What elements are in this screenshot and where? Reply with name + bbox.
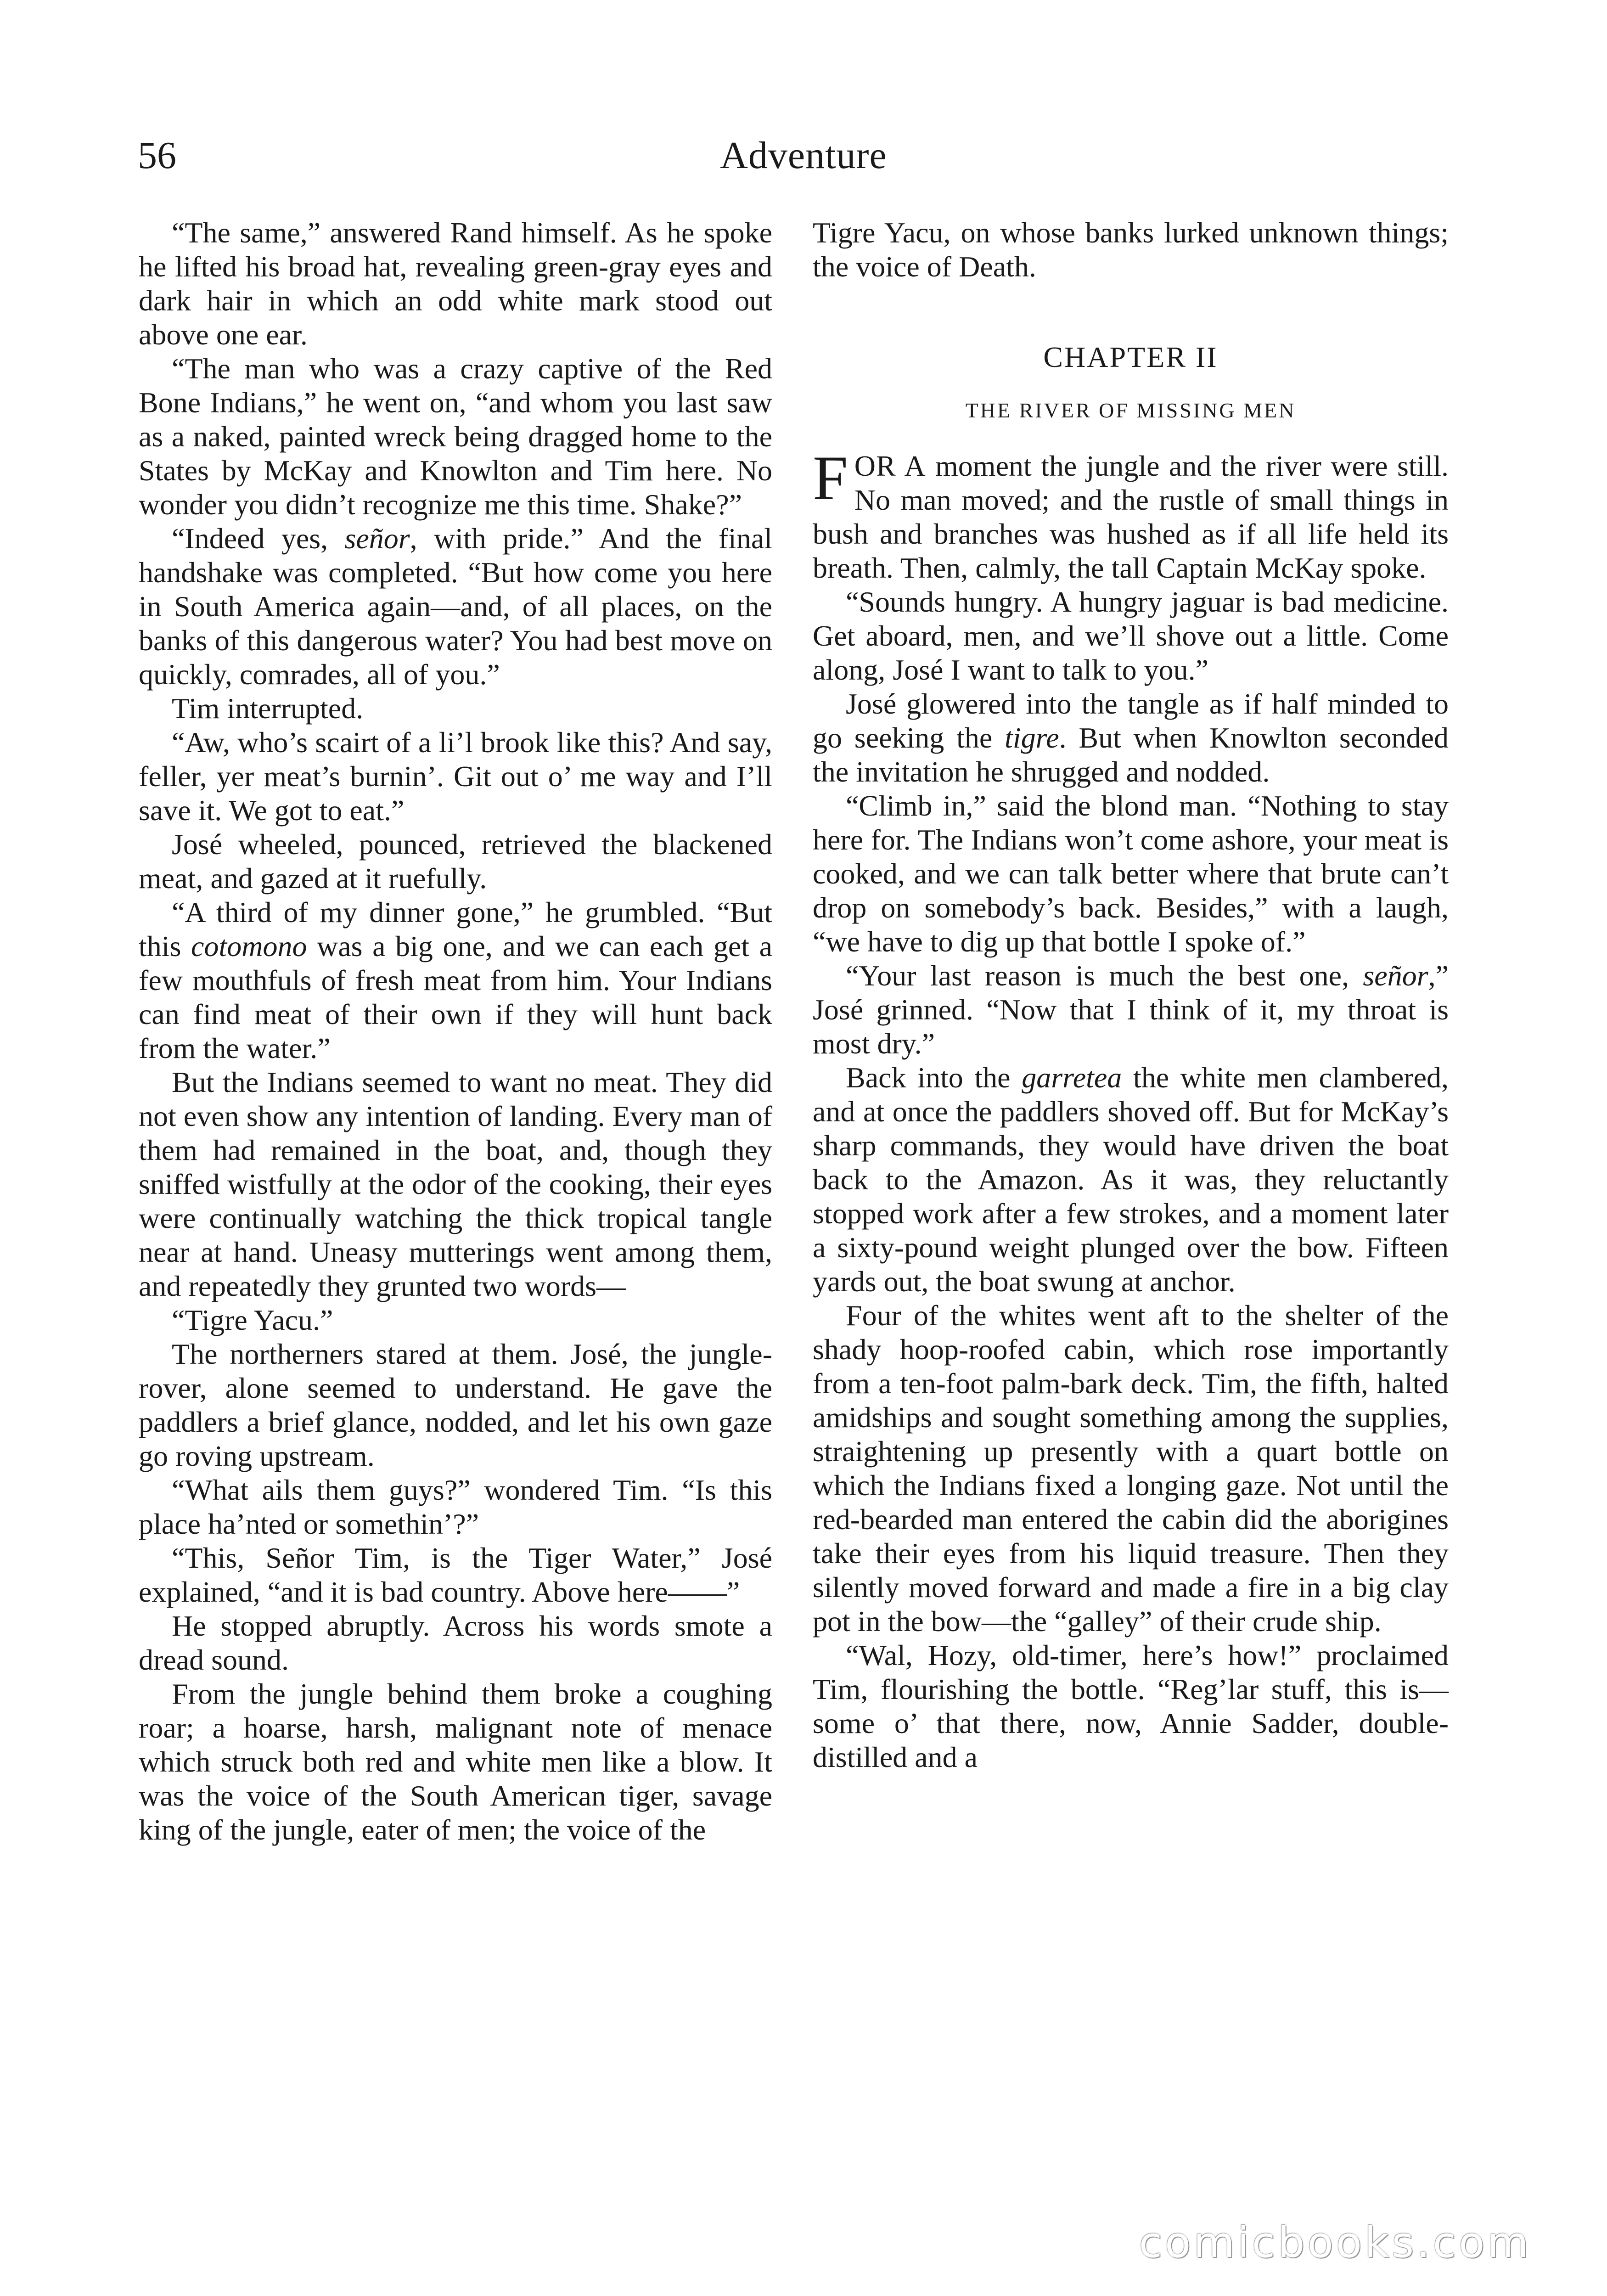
paragraph <box>139 1337 772 1473</box>
continuation-paragraph: Tigre Yacu, on whose banks lurked unknown things; the voice of Death. <box>813 216 1449 283</box>
right-paragraphs <box>813 585 1449 1774</box>
text-run: Tim interrupted. <box>172 692 364 725</box>
opening-small-caps: OR A <box>854 450 926 482</box>
text-run: . But when Knowlton seconded the invitation he shrugged and nodded. <box>813 721 1449 788</box>
paragraph <box>139 895 772 1065</box>
text-run: “Tigre Yacu.” <box>172 1304 333 1336</box>
text-run: “Aw, who’s scairt of a li’l brook like this? And say, feller, yer meat’s burnin’. Git out o’ me way and I’ll save it. We got to eat.” <box>139 726 772 827</box>
chapter-opening-paragraph <box>813 443 1449 585</box>
text-run: Back into the <box>846 1061 1022 1094</box>
paragraph <box>813 1638 1449 1774</box>
right-text-column <box>813 216 1449 1774</box>
text-run: “What ails them guys?” wondered Tim. “Is this place ha’nted or somethin’?” <box>139 1474 772 1540</box>
page-number: 56 <box>138 134 176 177</box>
text-run: “The man who was a crazy captive of the Red Bone Indians,” he went on, “and whom you last saw as a naked, painted wreck being dragged home to the States by McKay and Knowlton and Tim here. No wonder you didn’t recognize me this time. Shake?” <box>139 352 772 521</box>
text-run: He stopped abruptly. Across his words smote a dread sound. <box>139 1609 772 1676</box>
italic-text: garretea <box>1022 1061 1122 1094</box>
text-run: , with pride.” And the final handshake was completed. “But how come you here in South America again—and, of all places, on the banks of this dangerous water? You had best move on quickly, comrades, all of you.” <box>139 522 773 691</box>
text-run: Four of the whites went aft to the shelter of the shady hoop-roofed cabin, which rose importantly from a ten-foot palm-bark deck. Tim, the fifth, halted amidships and sought something among the supplies, straightening up presently with a quart bottle on which the Indians fixed a longing gaze. Not until the red-bearded man entered the cabin did the aborigines take their eyes from his liquid treasure. Then they silently moved forward and made a fire in a big clay pot in the bow—the “galley” of their crude ship. <box>813 1299 1449 1638</box>
opening-text: moment the jungle and the river were still. No man moved; and the rustle of small things in bush and branches was hushed as if all life held its breath. Then, calmly, the tall Captain McKay spoke. <box>813 450 1449 584</box>
italic-text: tigre <box>1005 721 1059 754</box>
text-run: José wheeled, pounced, retrieved the blackened meat, and gazed at it ruefully. <box>139 828 772 895</box>
text-run: was a big one, and we can each get a few mouthfuls of fresh meat from him. Your Indians can find meat of their own if they will hunt back from the water.” <box>139 930 773 1064</box>
text-run: the white men clambered, and at once the paddlers shoved off. But for McKay’s sharp commands, they would have driven the boat back to the Amazon. As it was, they reluctantly stopped work after a few strokes, and a moment later a sixty-pound weight plunged over the bow. Fifteen yards out, the boat swung at anchor. <box>813 1061 1449 1298</box>
text-run: But the Indians seemed to want no meat. They did not even show any intention of landing. Every man of them had remained in the boat, and, though they sniffed wistfully at the odor of the cooking, their eyes were continually watching the thick tropical tangle near at hand. Uneasy mutterings went among them, and repeatedly they grunted two words— <box>139 1066 772 1302</box>
paragraph <box>139 1065 772 1303</box>
text-run: ,” José grinned. “Now that I think of it, my throat is most dry.” <box>813 959 1449 1060</box>
paragraph <box>139 1609 772 1677</box>
chapter-subtitle: THE RIVER OF MISSING MEN <box>965 399 1296 422</box>
paragraph <box>139 726 772 827</box>
drop-cap: F <box>813 443 848 513</box>
text-run: From the jungle behind them broke a coughing roar; a hoarse, harsh, malignant note of menace which struck both red and white men like a blow. It was the voice of the South American tiger, savage king of the jungle, eater of men; the voice of the <box>139 1677 772 1846</box>
paragraph <box>139 522 772 692</box>
paragraph <box>139 1677 772 1847</box>
paragraph <box>139 352 772 522</box>
italic-text: señor <box>344 522 410 555</box>
paragraph <box>139 216 772 352</box>
text-run: José glowered into the tangle as if half minded to go seeking the <box>813 687 1449 754</box>
page-header <box>0 133 1607 193</box>
paragraph <box>813 687 1449 789</box>
paragraph <box>813 789 1449 959</box>
left-text-column <box>139 216 772 1847</box>
paragraph <box>139 1473 772 1541</box>
text-run: “Your last reason is much the best one, <box>846 959 1363 992</box>
paragraph <box>139 692 772 726</box>
paragraph <box>813 1061 1449 1299</box>
italic-text: señor <box>1363 959 1428 992</box>
paragraph <box>139 1303 772 1337</box>
text-run: The northerners stared at them. José, the jungle-rover, alone seemed to understand. He gave the paddlers a brief glance, nodded, and let his own gaze go roving upstream. <box>139 1338 772 1472</box>
text-run: “Sounds hungry. A hungry jaguar is bad medicine. Get aboard, men, and we’ll shove out a little. Come along, José I want to talk to you.” <box>813 585 1449 686</box>
running-title: Adventure <box>720 134 887 177</box>
paragraph <box>139 827 772 895</box>
text-run: “Wal, Hozy, old-timer, here’s how!” proclaimed Tim, flourishing the bottle. “Reg’lar stuff, this is—some o’ that there, now, Annie Sadder, double-distilled and a <box>813 1639 1449 1773</box>
text-run: “Climb in,” said the blond man. “Nothing to stay here for. The Indians won’t come ashore, your meat is cooked, and we can talk better where that brute can’t drop on somebody’s back. Besides,” with a laugh, “we have to dig up that bottle I spoke of.” <box>813 789 1449 958</box>
text-run: “A third of my dinner gone,” he grumbled. “But this <box>139 896 772 962</box>
text-run: “This, Señor Tim, is the Tiger Water,” José explained, “and it is bad country. Above here——” <box>139 1542 772 1608</box>
text-run: “Indeed yes, <box>172 522 345 555</box>
chapter-title: CHAPTER II <box>1043 341 1218 373</box>
paragraph <box>139 1541 772 1609</box>
paragraph <box>813 585 1449 687</box>
italic-text: cotomono <box>191 930 307 962</box>
watermark: comicbooks.com <box>1139 2218 1531 2267</box>
paragraph <box>813 959 1449 1061</box>
text-run: “The same,” answered Rand himself. As he spoke he lifted his broad hat, revealing green-gray eyes and dark hair in which an odd white mark stood out above one ear. <box>139 216 772 351</box>
paragraph <box>813 1299 1449 1638</box>
